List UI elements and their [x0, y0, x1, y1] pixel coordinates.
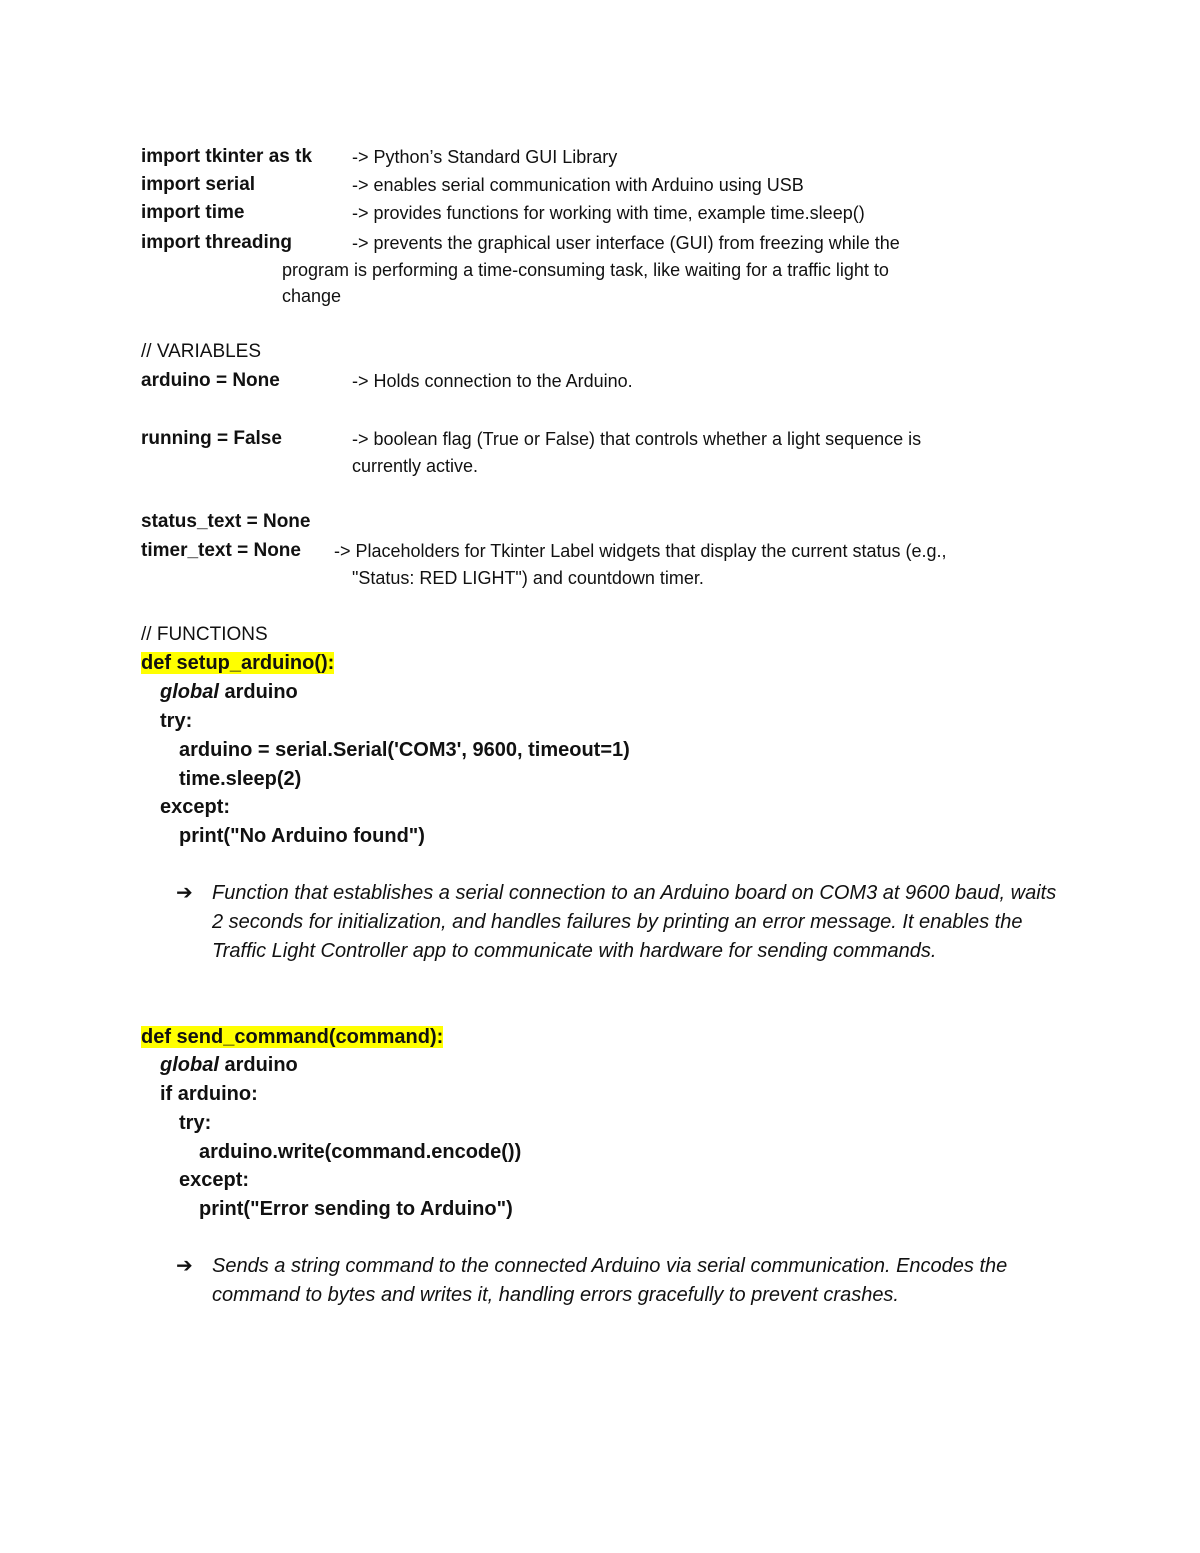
code-line: try:: [160, 710, 193, 732]
variable-statement: timer_text = None: [141, 540, 301, 561]
code-line-global: [160, 1052, 298, 1078]
variable-description: -> Holds connection to the Arduino.: [352, 371, 633, 391]
variable-line-running: [141, 426, 922, 452]
import-description: -> provides functions for working with time, example time.sleep(): [352, 203, 865, 223]
variables-heading: // VARIABLES: [141, 341, 262, 362]
import-description-continuation: change: [282, 286, 342, 306]
arrow-icon: ➔: [176, 882, 193, 904]
import-description-continuation: program is performing a time-consuming task, like waiting for a traffic light to: [282, 260, 889, 280]
code-line: print("Error sending to Arduino"): [199, 1198, 513, 1220]
import-description: -> prevents the graphical user interface (GUI) from freezing while the: [352, 233, 900, 253]
code-line: arduino.write(command.encode()): [199, 1141, 522, 1163]
function-note-text: Function that establishes a serial connection to an Arduino board on COM3 at 9600 baud, waits 2 seconds for initialization, and handles failures by printing an error message. It enables the Traffic Light Controller app to communicate with hardware for sending commands.: [212, 882, 1057, 962]
import-statement: import threading: [141, 232, 292, 253]
variable-line-arduino: [141, 368, 633, 394]
global-keyword: global: [160, 681, 219, 703]
function-definition-send-command: [141, 1024, 443, 1050]
variable-description: -> boolean flag (True or False) that controls whether a light sequence is: [352, 429, 922, 449]
import-line-serial: [141, 172, 804, 198]
import-description: -> enables serial communication with Arduino using USB: [352, 175, 804, 195]
global-keyword: global: [160, 1054, 219, 1076]
function-note-text: Sends a string command to the connected Arduino via serial communication. Encodes the command to bytes and writes it, handling errors gracefully to prevent crashes.: [212, 1255, 1008, 1306]
code-line-global: [160, 679, 298, 705]
variable-statement: status_text = None: [141, 511, 311, 532]
variable-statement: running = False: [141, 428, 282, 449]
code-line: except:: [179, 1169, 250, 1191]
code-line: if arduino:: [160, 1083, 258, 1105]
variable-line-status-text: [141, 509, 310, 535]
code-line: except:: [160, 796, 231, 818]
variable-description-continuation: "Status: RED LIGHT") and countdown timer.: [352, 568, 704, 588]
arrow-icon: ➔: [176, 1255, 193, 1277]
function-signature: def setup_arduino():: [141, 652, 335, 674]
code-line: arduino = serial.Serial('COM3', 9600, timeout=1): [179, 739, 630, 761]
variable-description-continuation: currently active.: [352, 456, 479, 476]
import-statement: import time: [141, 202, 245, 223]
import-statement: import tkinter as tk: [141, 146, 313, 167]
function-definition-setup-arduino: [141, 650, 334, 676]
global-variable: arduino: [218, 1054, 298, 1076]
function-note-send-command: [178, 1252, 1058, 1310]
import-line-threading: [141, 230, 900, 256]
variable-statement: arduino = None: [141, 370, 280, 391]
code-line: time.sleep(2): [179, 768, 302, 790]
code-line: try:: [179, 1112, 212, 1134]
import-line-tkinter: [141, 144, 618, 170]
global-variable: arduino: [218, 681, 298, 703]
function-note-setup-arduino: [178, 879, 1058, 966]
import-statement: import serial: [141, 174, 256, 195]
functions-heading: // FUNCTIONS: [141, 624, 268, 645]
code-line: print("No Arduino found"): [179, 825, 425, 847]
variable-line-timer-text: [141, 538, 947, 564]
import-line-time: [141, 200, 865, 226]
variable-description: -> Placeholders for Tkinter Label widgets that display the current status (e.g.,: [334, 541, 947, 561]
function-signature: def send_command(command):: [141, 1026, 444, 1048]
import-description: -> Python’s Standard GUI Library: [352, 147, 618, 167]
